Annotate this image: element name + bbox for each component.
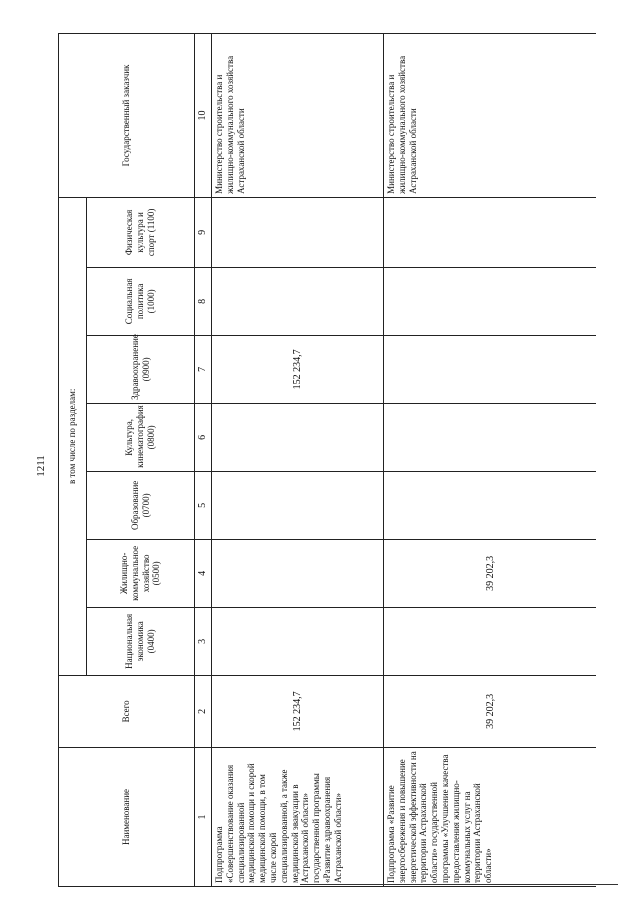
header-section-0800: Культура, кинематография (0800) — [87, 403, 195, 471]
row-name: Подпрограмма «Развитие энергосбережения и повышение энергетической эффективности на территории Астраханской области» государственной программы «Улучшение качества предоставления жилищно-коммунальных услуг на территории Астраханской области» — [384, 747, 597, 886]
row-section-value — [212, 403, 384, 471]
rotated-table-container — [58, 33, 596, 887]
row-total: 39 202,3 — [384, 675, 597, 747]
row-name: Подпрограмма «Совершенствование оказания специализированной медицинской помощи и скорой медицинской помощи, в том числе скорой специализированной, а также медицинской эвакуации в Астраханской области» государственной программы «Развитие здравоохранения Астраханской области» — [212, 747, 384, 886]
row-section-value — [212, 197, 384, 267]
column-number: 10 — [195, 34, 212, 198]
row-section-value — [212, 267, 384, 335]
column-number: 4 — [195, 539, 212, 607]
row-section-value — [384, 403, 597, 471]
header-subsection: в том числе по разделам: — [59, 197, 87, 675]
column-number: 7 — [195, 335, 212, 403]
column-number: 1 — [195, 747, 212, 886]
header-section-0500: Жилищно-коммунальное хозяйство (0500) — [87, 539, 195, 607]
row-section-value — [384, 197, 597, 267]
column-number: 9 — [195, 197, 212, 267]
column-number: 8 — [195, 267, 212, 335]
row-section-value — [384, 471, 597, 539]
header-customer: Государственный заказчик — [59, 34, 195, 198]
row-section-value — [384, 335, 597, 403]
column-number: 3 — [195, 607, 212, 675]
header-section-1100: Физическая культура и спорт (1100) — [87, 197, 195, 267]
page-number: 1211 — [35, 455, 47, 477]
row-section-value — [212, 607, 384, 675]
header-section-1000: Социальная политика (1000) — [87, 267, 195, 335]
table-row — [212, 34, 384, 887]
row-customer: Министерство строительства и жилищно-коммунального хозяйства Астраханской области — [212, 34, 384, 198]
row-section-value — [384, 267, 597, 335]
row-section-value: 39 202,3 — [384, 539, 597, 607]
budget-table — [58, 33, 596, 887]
header-total: Всего — [59, 675, 195, 747]
column-number-row — [195, 34, 212, 887]
header-section-0700: Образование (0700) — [87, 471, 195, 539]
header-name: Наименование — [59, 747, 195, 886]
row-section-value: 152 234,7 — [212, 335, 384, 403]
header-section-0400: Национальная экономика (0400) — [87, 607, 195, 675]
row-section-value — [212, 471, 384, 539]
column-number: 2 — [195, 675, 212, 747]
column-number: 5 — [195, 471, 212, 539]
header-section-0900: Здравоохранение (0900) — [87, 335, 195, 403]
row-section-value — [384, 607, 597, 675]
footer-rule — [300, 884, 618, 885]
row-customer: Министерство строительства и жилищно-коммунального хозяйства Астраханской области — [384, 34, 597, 198]
row-section-value — [212, 539, 384, 607]
column-number: 6 — [195, 403, 212, 471]
table-row — [384, 34, 597, 887]
row-total: 152 234,7 — [212, 675, 384, 747]
